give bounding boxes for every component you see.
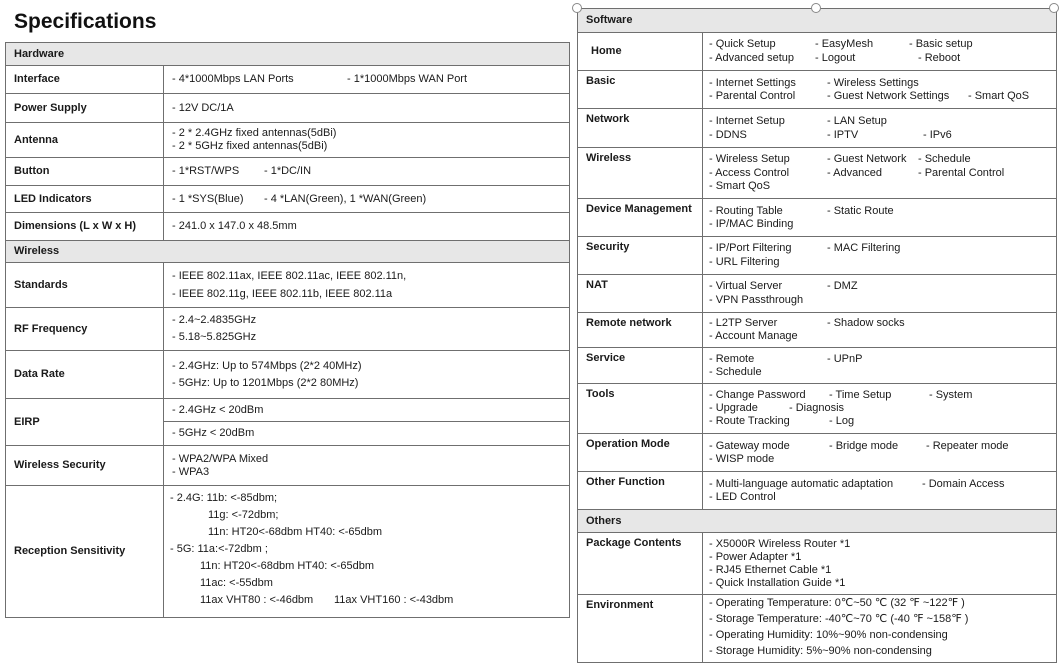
sensitivity-line: - 2.4G: 11b: <-85dbm;	[170, 492, 278, 504]
item-text: - Access Control	[709, 167, 790, 179]
table-row	[6, 66, 570, 94]
item-text: - Operating Humidity: 10%~90% non-condensing	[709, 628, 948, 641]
item-text: - Virtual Server	[709, 280, 783, 292]
table-row	[6, 308, 570, 351]
service-value	[703, 348, 1057, 384]
led-label: LED Indicators	[6, 186, 164, 213]
security-sw-label: Security	[578, 237, 703, 275]
remote-network-value	[703, 313, 1057, 348]
item-text: - System	[929, 389, 973, 401]
table-row	[6, 186, 570, 213]
table-row	[6, 213, 570, 241]
network-label: Network	[578, 109, 703, 148]
table-row	[578, 33, 1057, 71]
table-row	[578, 237, 1057, 275]
standards-value	[164, 263, 570, 308]
table-row	[6, 351, 570, 399]
table-row	[578, 148, 1057, 199]
security-line: - WPA2/WPA Mixed	[172, 452, 269, 465]
item-text: - IP/Port Filtering	[709, 242, 792, 254]
sensitivity-line: 11g: <-72dbm;	[208, 509, 279, 521]
item-text: - Remote	[709, 352, 755, 365]
lan-led-text: - 4 *LAN(Green), 1 *WAN(Green)	[264, 192, 427, 205]
operation-mode-value	[703, 434, 1057, 472]
wan-port-text: - 1*1000Mbps WAN Port	[347, 73, 468, 85]
interface-label: Interface	[6, 66, 164, 94]
button-label: Button	[6, 158, 164, 186]
item-text: - VPN Passthrough	[709, 294, 804, 306]
item-text: - Repeater mode	[926, 439, 1009, 452]
tools-label: Tools	[578, 384, 703, 434]
item-text: - X5000R Wireless Router *1	[709, 537, 851, 550]
sys-led-text: - 1 *SYS(Blue)	[172, 192, 244, 205]
hardware-section-header	[6, 43, 570, 66]
button-value	[164, 158, 570, 186]
wireless-header: Wireless	[6, 241, 570, 263]
antenna-label: Antenna	[6, 123, 164, 158]
antenna-line: - 2 * 2.4GHz fixed antennas(5dBi)	[172, 127, 337, 139]
table-row	[6, 123, 570, 158]
sensitivity-label: Reception Sensitivity	[6, 486, 164, 618]
security-line: - WPA3	[172, 465, 210, 478]
other-function-label: Other Function	[578, 472, 703, 510]
item-text: - IPTV	[827, 128, 859, 141]
item-text: - Static Route	[827, 204, 894, 217]
rf-line: - 2.4~2.4835GHz	[172, 314, 257, 326]
rf-line: - 5.18~5.825GHz	[172, 331, 257, 343]
sensitivity-line: 11ax VHT160 : <-43dbm	[334, 594, 454, 606]
table-row	[578, 434, 1057, 472]
nat-value	[703, 275, 1057, 313]
table-row	[578, 71, 1057, 109]
item-text: - WISP mode	[709, 452, 775, 465]
item-text: - Routing Table	[709, 204, 783, 217]
software-others-spec-table	[577, 8, 1057, 663]
home-label	[578, 33, 703, 71]
basic-label: Basic	[578, 71, 703, 109]
item-text: - UPnP	[827, 352, 863, 365]
hardware-wireless-spec-table	[5, 42, 570, 618]
sensitivity-line: 11n: HT20<-68dbm HT40: <-65dbm	[200, 560, 375, 572]
item-text: - LAN Setup	[827, 114, 887, 127]
table-row	[578, 533, 1057, 595]
network-value	[703, 109, 1057, 148]
item-text: - Wireless Setup	[709, 153, 790, 165]
item-text: - Advanced	[827, 167, 883, 179]
power-label: Power Supply	[6, 94, 164, 123]
eirp-label: EIRP	[6, 399, 164, 446]
item-text: - Advanced setup	[709, 52, 795, 64]
wireless-section-header	[6, 241, 570, 263]
item-text: - MAC Filtering	[827, 242, 901, 254]
security-sw-value	[703, 237, 1057, 275]
lan-ports-text: - 4*1000Mbps LAN Ports	[172, 73, 294, 85]
table-row	[6, 94, 570, 123]
item-text: - Reboot	[918, 52, 961, 64]
item-text: - Time Setup	[829, 389, 892, 401]
package-contents-label: Package Contents	[578, 533, 703, 595]
sensitivity-line: - 5G: 11a:<-72dbm ;	[170, 543, 268, 555]
standards-line: - IEEE 802.11ax, IEEE 802.11ac, IEEE 802.11n,	[172, 269, 407, 282]
device-management-label: Device Management	[578, 199, 703, 237]
table-row	[6, 263, 570, 308]
wireless-security-label: Wireless Security	[6, 446, 164, 486]
table-row	[578, 275, 1057, 313]
item-text: - Storage Humidity: 5%~90% non-condensing	[709, 644, 932, 657]
data-rate-line: - 2.4GHz: Up to 574Mbps (2*2 40MHz)	[172, 359, 362, 372]
table-row	[6, 399, 570, 422]
page-title: Specifications	[14, 10, 157, 33]
environment-label: Environment	[578, 595, 703, 663]
table-row	[578, 348, 1057, 384]
item-text: - Internet Setup	[709, 114, 785, 127]
software-header: Software	[578, 9, 1057, 33]
table-row	[578, 595, 1057, 663]
item-text: - Guest Network Settings	[827, 89, 950, 102]
item-text: - Shadow socks	[827, 317, 905, 329]
wireless-security-value	[164, 446, 570, 486]
wireless-sw-label: Wireless	[578, 148, 703, 199]
operation-mode-label: Operation Mode	[578, 434, 703, 472]
item-text: - DMZ	[827, 280, 858, 292]
table-row	[578, 313, 1057, 348]
resize-handle-top-middle[interactable]	[811, 3, 821, 13]
item-text: - Gateway mode	[709, 439, 790, 452]
power-value: - 12V DC/1A	[164, 94, 570, 123]
dimensions-value: - 241.0 x 147.0 x 48.5mm	[164, 213, 570, 241]
data-rate-label: Data Rate	[6, 351, 164, 399]
sensitivity-line: 11n: HT20<-68dbm HT40: <-65dbm	[208, 526, 383, 538]
item-text: - EasyMesh	[815, 38, 874, 50]
item-text: - Multi-language automatic adaptation	[709, 477, 894, 490]
data-rate-value	[164, 351, 570, 399]
led-value	[164, 186, 570, 213]
device-management-value	[703, 199, 1057, 237]
item-text: - URL Filtering	[709, 256, 780, 268]
item-text: - Diagnosis	[789, 402, 845, 414]
item-text: - Smart QoS	[709, 180, 771, 192]
item-text: - Logout	[815, 52, 856, 64]
table-row	[6, 158, 570, 186]
others-header: Others	[578, 510, 1057, 533]
item-text: - Upgrade	[709, 402, 758, 414]
antenna-value	[164, 123, 570, 158]
other-function-value	[703, 472, 1057, 510]
rf-value	[164, 308, 570, 351]
table-row	[578, 109, 1057, 148]
item-text: - Smart QoS	[968, 89, 1030, 102]
item-text: - RJ45 Ethernet Cable *1	[709, 563, 832, 576]
sensitivity-line: 11ac: <-55dbm	[200, 577, 273, 589]
item-text: - Quick Installation Guide *1	[709, 576, 846, 589]
item-text: - Storage Temperature: -40℃~70 ℃ (-40 ℉ ~158℉ )	[709, 612, 969, 625]
wireless-sw-value	[703, 148, 1057, 199]
service-label: Service	[578, 348, 703, 384]
nat-label: NAT	[578, 275, 703, 313]
rf-label: RF Frequency	[6, 308, 164, 351]
item-text: - Log	[829, 415, 855, 427]
tools-value	[703, 384, 1057, 434]
item-text: - Operating Temperature: 0℃~50 ℃ (32 ℉ ~122℉ )	[709, 596, 965, 609]
standards-label: Standards	[6, 263, 164, 308]
item-text: - IP/MAC Binding	[709, 217, 794, 230]
table-row	[6, 486, 570, 618]
hardware-header: Hardware	[6, 43, 570, 66]
item-text: - L2TP Server	[709, 317, 778, 329]
sensitivity-line: 11ax VHT80 : <-46dbm	[200, 594, 314, 606]
item-text: - Basic setup	[909, 38, 973, 50]
antenna-line: - 2 * 5GHz fixed antennas(5dBi)	[172, 140, 328, 152]
item-text: - Change Password	[709, 389, 806, 401]
item-text: - Bridge mode	[829, 439, 899, 452]
standards-line: - IEEE 802.11g, IEEE 802.11b, IEEE 802.11a	[172, 287, 393, 300]
item-text: - DDNS	[709, 128, 747, 141]
item-text: - Quick Setup	[709, 38, 776, 50]
others-section-header	[578, 510, 1057, 533]
table-row	[578, 384, 1057, 434]
item-text: - Route Tracking	[709, 415, 790, 427]
item-text: - Internet Settings	[709, 76, 796, 89]
item-text: - Power Adapter *1	[709, 550, 802, 563]
resize-handle-top-right[interactable]	[1049, 3, 1059, 13]
home-value	[703, 33, 1057, 71]
resize-handle-top-left[interactable]	[572, 3, 582, 13]
item-text: - IPv6	[923, 128, 952, 141]
eirp-value: - 2.4GHz < 20dBm	[164, 399, 570, 422]
interface-value	[164, 66, 570, 94]
table-row	[6, 446, 570, 486]
dc-in-text: - 1*DC/IN	[264, 165, 312, 177]
eirp-value: - 5GHz < 20dBm	[164, 422, 570, 446]
item-text: - Account Manage	[709, 330, 798, 342]
dimensions-label: Dimensions (L x W x H)	[6, 213, 164, 241]
item-text: - LED Control	[709, 490, 776, 503]
item-text: - Parental Control	[918, 167, 1005, 179]
table-row	[578, 199, 1057, 237]
item-text: - Domain Access	[922, 477, 1005, 490]
table-row	[578, 472, 1057, 510]
sensitivity-value	[164, 486, 570, 618]
item-text: - Wireless Settings	[827, 76, 919, 89]
package-contents-value	[703, 533, 1057, 595]
item-text: - Schedule	[709, 365, 762, 378]
basic-value	[703, 71, 1057, 109]
item-text: - Guest Network	[827, 153, 907, 165]
item-text: - Schedule	[918, 153, 971, 165]
data-rate-line: - 5GHz: Up to 1201Mbps (2*2 80MHz)	[172, 376, 359, 389]
environment-value	[703, 595, 1057, 663]
rst-wps-text: - 1*RST/WPS	[172, 165, 240, 177]
item-text: - Parental Control	[709, 89, 796, 102]
home-label-text: Home	[591, 45, 622, 57]
remote-network-label: Remote network	[578, 313, 703, 348]
